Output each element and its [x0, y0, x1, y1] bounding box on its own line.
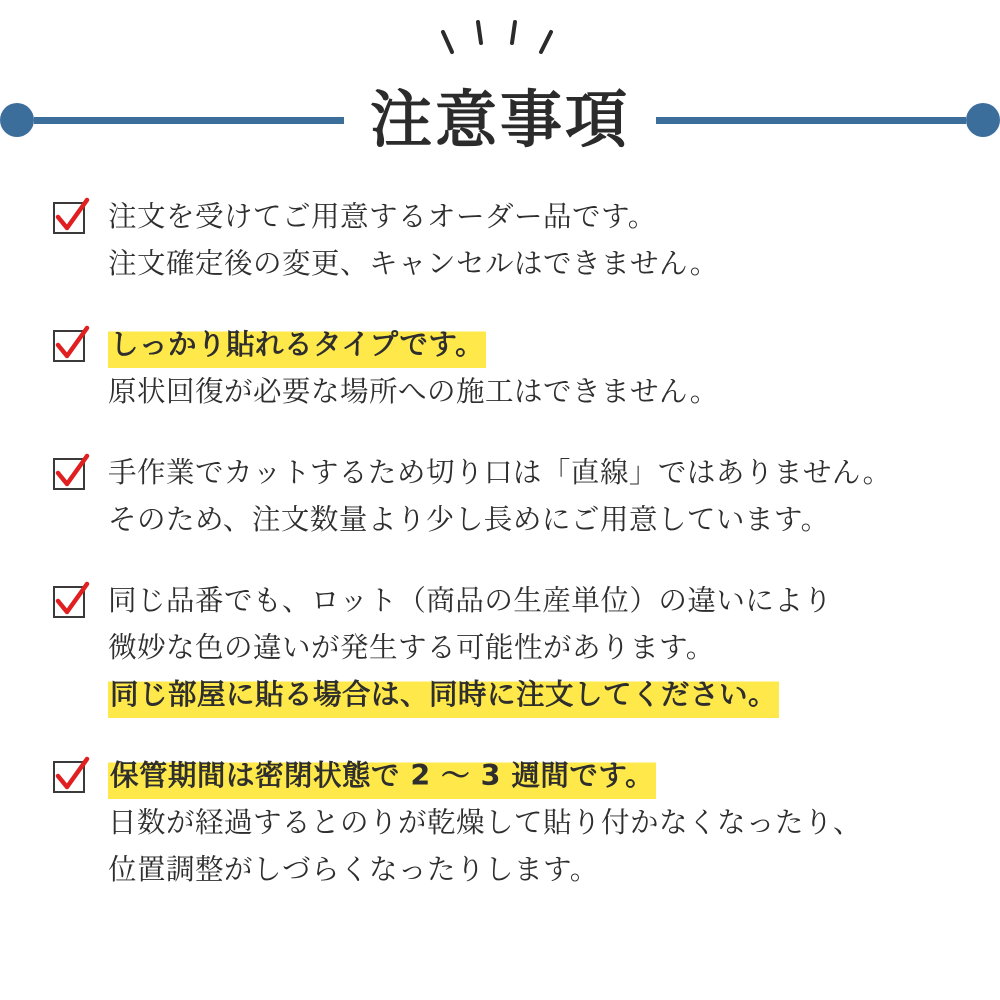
right-rule	[656, 117, 966, 124]
notice-line: 原状回復が必要な場所への施工はできません。	[108, 375, 719, 408]
notice-line-highlighted: しっかり貼れるタイプです。	[108, 321, 486, 368]
notice-line: 位置調整がしづらくなったりします。	[108, 853, 599, 886]
notice-line: そのため、注文数量より少し長めにご用意しています。	[108, 503, 830, 536]
page-header	[0, 0, 1000, 175]
list-item-text	[108, 193, 954, 287]
list-item	[0, 752, 1000, 893]
checkbox-checked-icon	[50, 756, 92, 798]
list-item	[0, 449, 1000, 543]
list-item-text	[108, 449, 954, 543]
checkbox-checked-icon	[50, 325, 92, 367]
list-item	[0, 193, 1000, 287]
left-rule	[34, 117, 344, 124]
list-item	[0, 577, 1000, 718]
notice-line: 注文を受けてご用意するオーダー品です。	[108, 200, 657, 233]
list-item-text	[108, 321, 954, 415]
notice-line: 手作業でカットするため切り口は「直線」ではありません。	[108, 456, 892, 489]
notice-line-highlighted: 保管期間は密閉状態で 2 ～ 3 週間です。	[108, 752, 656, 799]
notice-line: 微妙な色の違いが発生する可能性があります。	[108, 631, 715, 664]
notice-line: 同じ品番でも、ロット（商品の生産単位）の違いにより	[108, 584, 833, 617]
list-item-text	[108, 752, 954, 893]
page-title: 注意事項	[370, 83, 631, 156]
notice-line-highlighted: 同じ部屋に貼る場合は、同時に注文してください。	[108, 671, 779, 718]
sparkle-lines-icon	[0, 18, 1000, 68]
notice-line: 日数が経過するとのりが乾燥して貼り付かなくなったり、	[108, 806, 863, 839]
title-rule-row	[0, 75, 1000, 165]
left-dot	[0, 103, 34, 137]
checkbox-checked-icon	[50, 581, 92, 623]
right-dot	[966, 103, 1000, 137]
list-item-text	[108, 577, 954, 718]
checkbox-checked-icon	[50, 197, 92, 239]
notice-line: 注文確定後の変更、キャンセルはできません。	[108, 247, 719, 280]
notice-list	[0, 175, 1000, 893]
list-item	[0, 321, 1000, 415]
checkbox-checked-icon	[50, 453, 92, 495]
